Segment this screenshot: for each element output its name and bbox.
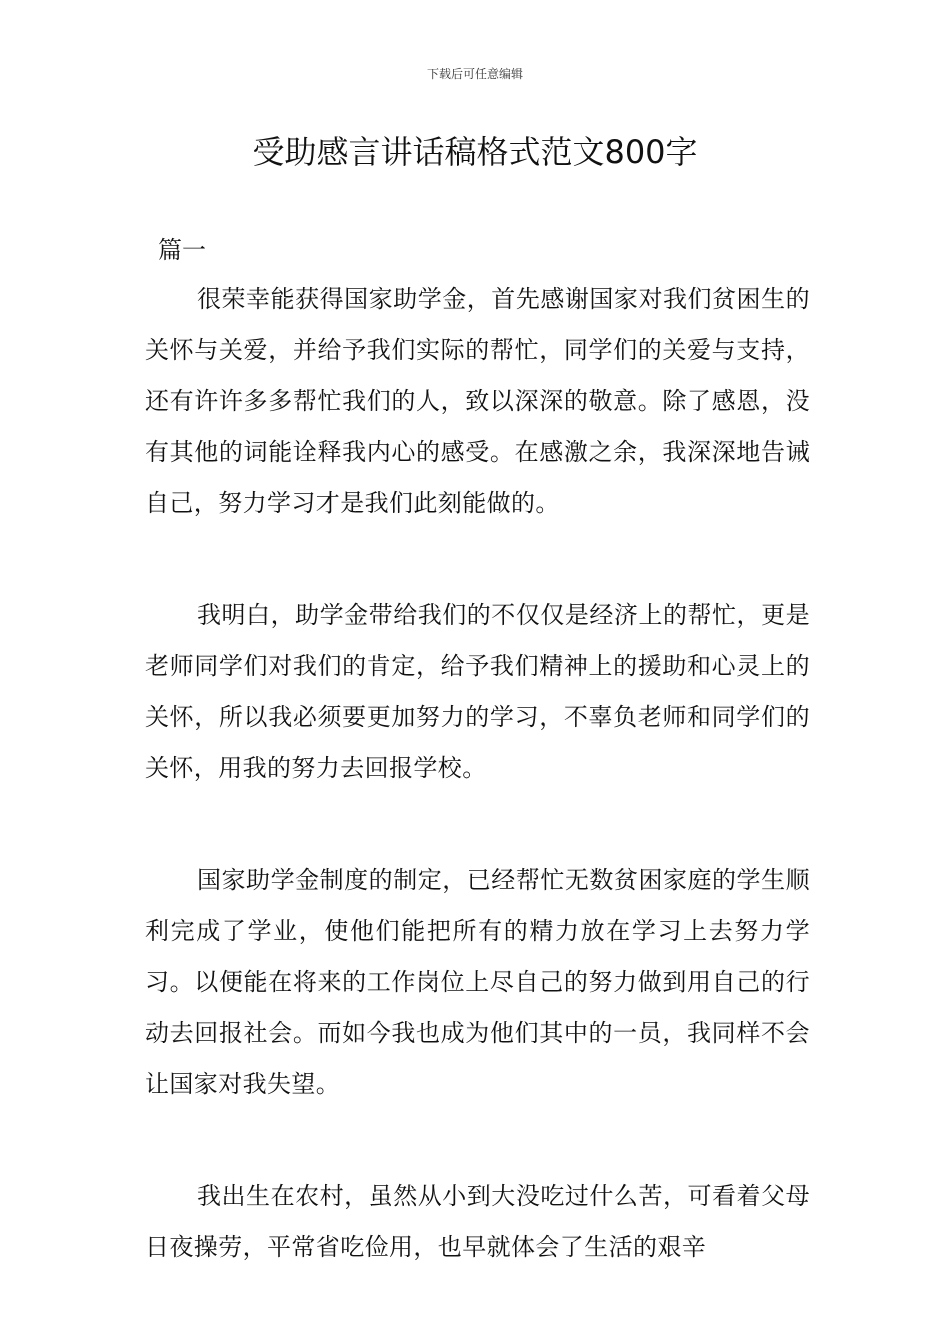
paragraph-2: 我明白，助学金带给我们的不仅仅是经济上的帮忙，更是老师同学们对我们的肯定，给予我们精神上的援助和心灵上的关怀，所以我必须要更加努力的学习，不辜负老师和同学们的关怀，用我的努力去回报学校。 bbox=[145, 601, 810, 782]
paragraph-4: 我出生在农村，虽然从小到大没吃过什么苦，可看着父母日夜操劳，平常省吃俭用，也早就体会了生活的艰辛 bbox=[145, 1182, 810, 1261]
document-title: 受助感言讲话稿格式范文800字 bbox=[252, 133, 698, 171]
header-note: 下载后可任意编辑 bbox=[426, 67, 523, 81]
paragraph-1: 很荣幸能获得国家助学金，首先感谢国家对我们贫困生的关怀与关爱，并给予我们实际的帮忙，同学们的关爱与支持，还有许许多多帮忙我们的人，致以深深的敬意。除了感恩，没有其他的词能诠释我内心的感受。在感激之余，我深深地告诫自己，努力学习才是我们此刻能做的。 bbox=[145, 285, 810, 517]
paragraph-3: 国家助学金制度的制定，已经帮忙无数贫困家庭的学生顺利完成了学业，使他们能把所有的精力放在学习上去努力学习。以便能在将来的工作岗位上尽自己的努力做到用自己的行动去回报社会。而如今我也成为他们其中的一员，我同样不会让国家对我失望。 bbox=[145, 866, 810, 1098]
document-body bbox=[145, 274, 810, 1273]
section-label: 篇一 bbox=[158, 236, 206, 264]
